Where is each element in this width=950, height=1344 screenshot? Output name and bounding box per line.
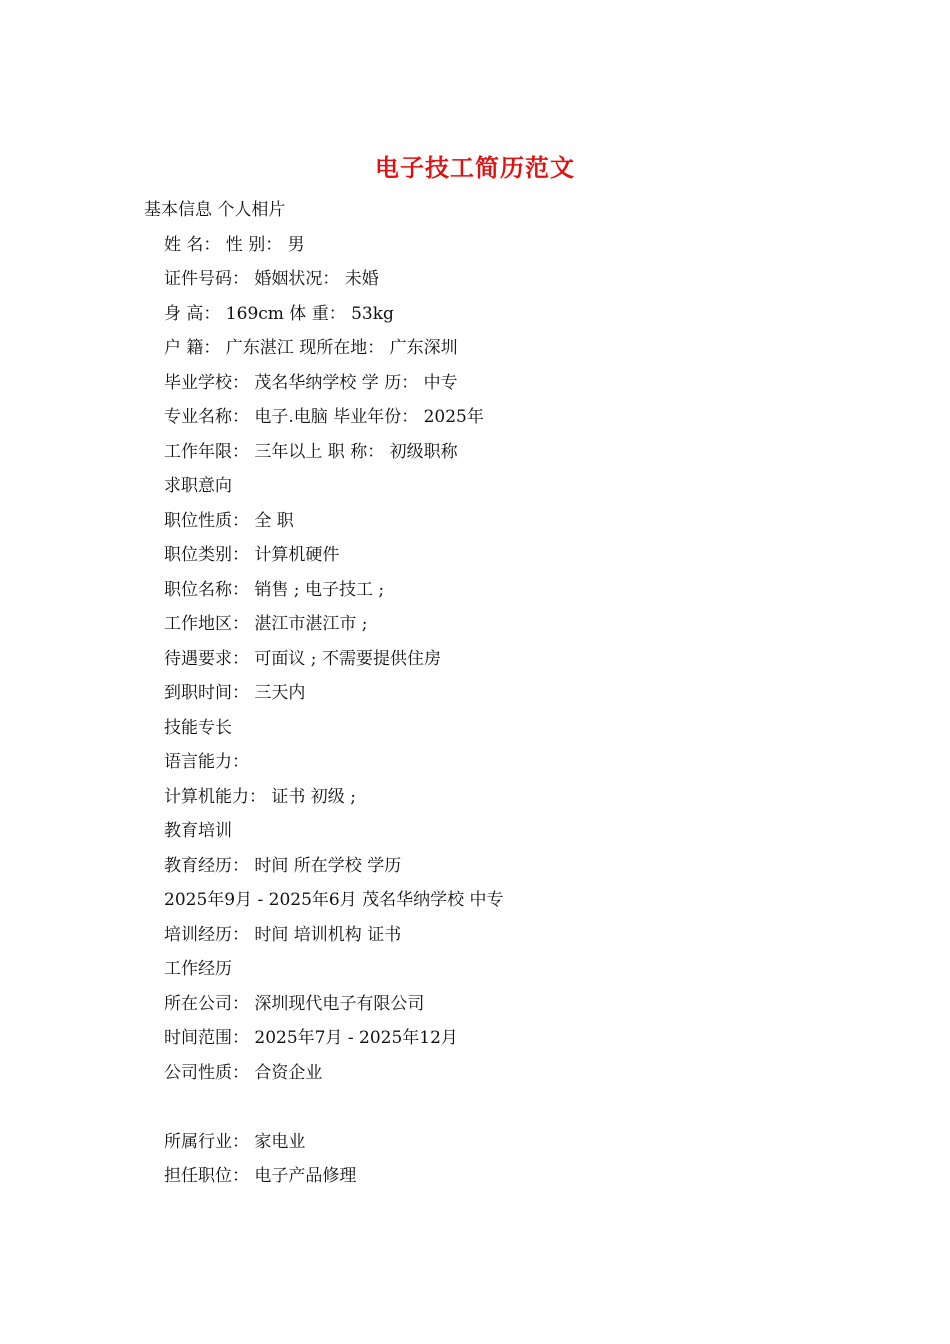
resume-line-education-entry: 2025年9月 - 2025年6月 茂名华纳学校 中专 — [164, 890, 504, 910]
resume-section-education: 教育培训 — [164, 821, 232, 841]
resume-line-computer-skills: 计算机能力： 证书 初级 ; — [164, 786, 356, 807]
resume-line-company: 所在公司： 深圳现代电子有限公司 — [164, 993, 425, 1014]
resume-section-work: 工作经历 — [164, 959, 232, 979]
document-title: 电子技工简历范文 — [375, 153, 575, 182]
resume-line-id-marital: 证件号码： 婚姻状况： 未婚 — [164, 269, 379, 289]
resume-line-hukou-location: 户 籍： 广东湛江 现所在地： 广东深圳 — [164, 338, 458, 358]
resume-line-major-year: 专业名称： 电子.电脑 毕业年份： 2025年 — [164, 407, 484, 427]
resume-line-job-category: 职位类别： 计算机硬件 — [164, 545, 340, 565]
resume-line-job-name: 职位名称： 销售 ; 电子技工 ; — [164, 579, 385, 600]
resume-line-language: 语言能力： — [164, 752, 249, 772]
resume-line-training-header: 培训经历： 时间 培训机构 证书 — [164, 924, 402, 945]
resume-section-skills: 技能专长 — [164, 717, 232, 738]
resume-line-company-type: 公司性质： 合资企业 — [164, 1062, 323, 1083]
resume-line-industry: 所属行业： 家电业 — [164, 1131, 306, 1152]
resume-line-school-degree: 毕业学校： 茂名华纳学校 学 历： 中专 — [164, 372, 458, 393]
resume-line-job-nature: 职位性质： 全 职 — [164, 510, 294, 531]
resume-line-experience-title: 工作年限： 三年以上 职 称： 初级职称 — [164, 441, 458, 462]
resume-line-work-area: 工作地区： 湛江市湛江市 ; — [164, 614, 368, 634]
resume-line-basic-info-header: 基本信息 个人相片 — [144, 200, 286, 220]
resume-line-education-header: 教育经历： 时间 所在学校 学历 — [164, 855, 402, 876]
resume-line-time-range: 时间范围： 2025年7月 - 2025年12月 — [164, 1028, 458, 1048]
resume-line-height-weight: 身 高： 169cm 体 重： 53kg — [164, 303, 394, 324]
resume-line-salary: 待遇要求： 可面议 ; 不需要提供住房 — [164, 648, 441, 669]
resume-section-job-intent: 求职意向 — [164, 476, 232, 496]
resume-line-name-gender: 姓 名： 性 别： 男 — [164, 234, 305, 255]
resume-line-position: 担任职位： 电子产品修理 — [164, 1166, 357, 1186]
resume-line-start-time: 到职时间： 三天内 — [164, 683, 306, 703]
